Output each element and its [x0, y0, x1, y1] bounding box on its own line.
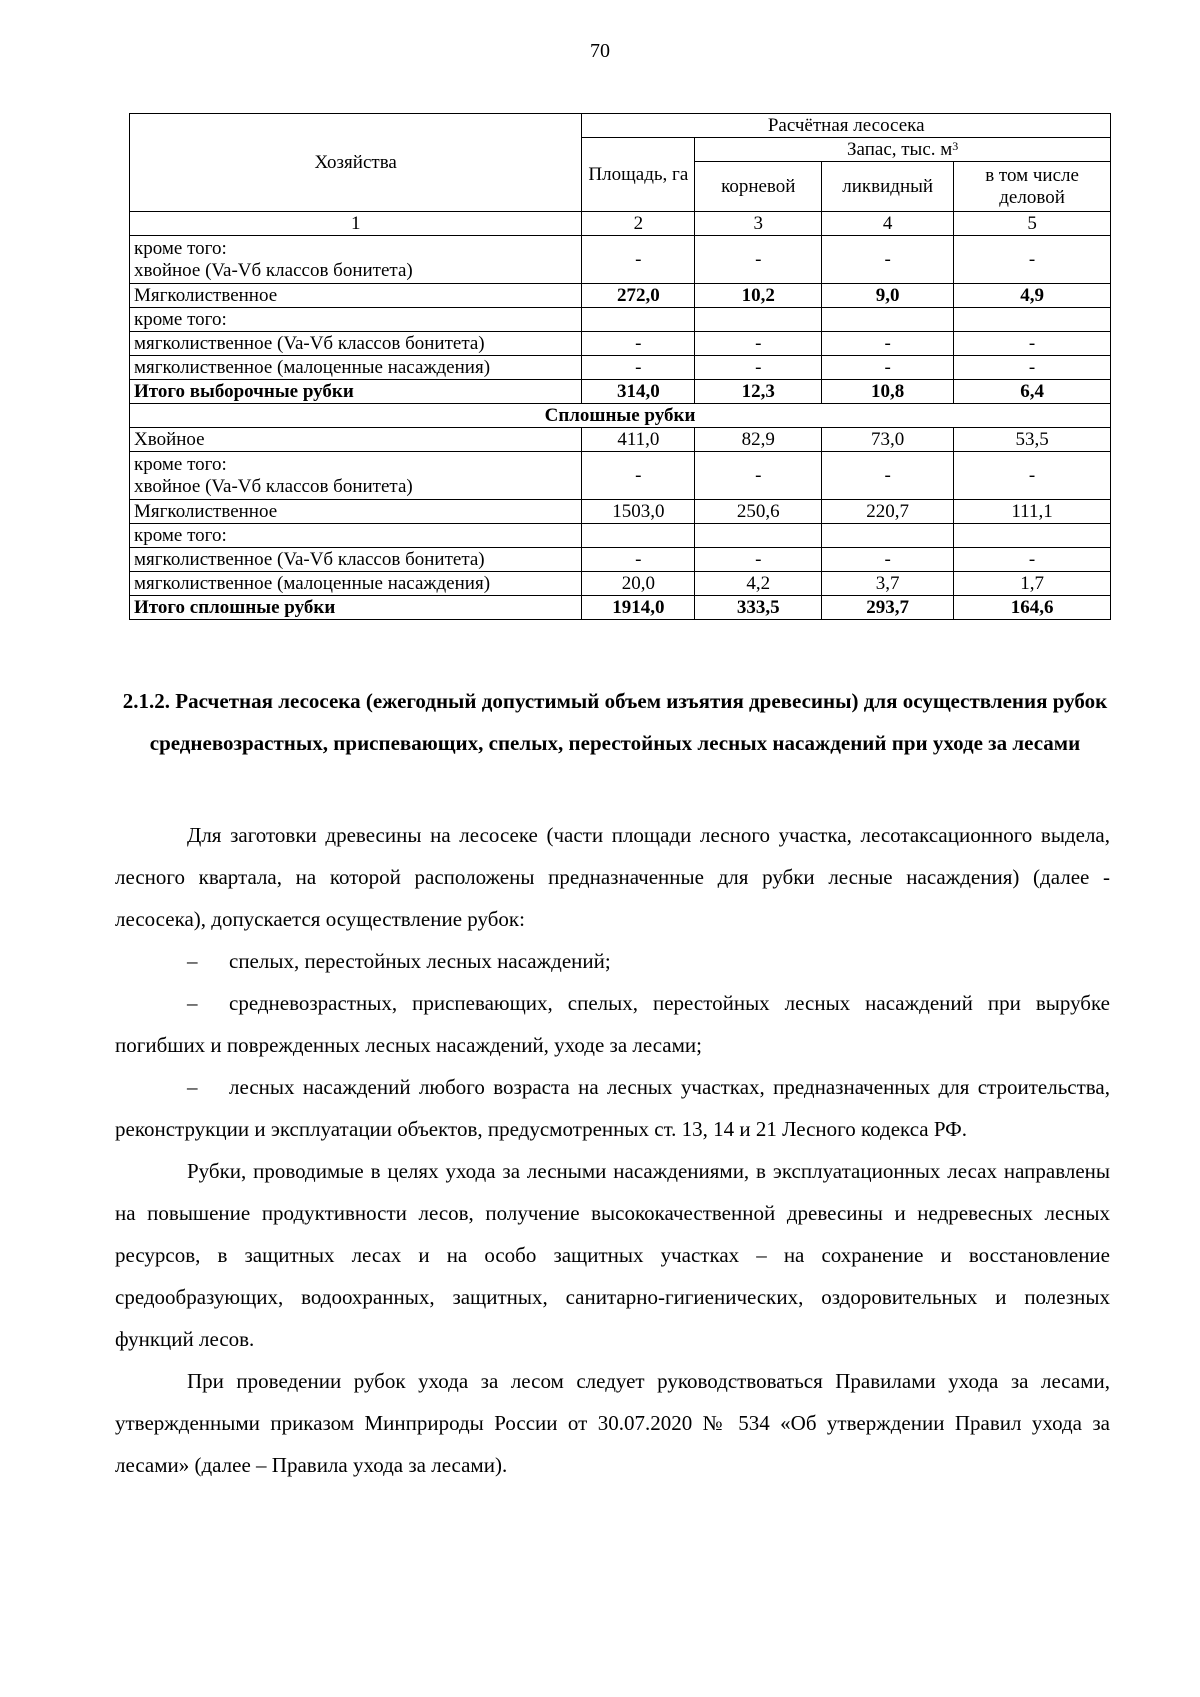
header-root: корневой [695, 162, 822, 212]
paragraph: Рубки, проводимые в целях ухода за лесными насаждениями, в эксплуатационных лесах направлены на повышение продуктивности лесов, получение высококачественной древесины и недревесных лесных ресурсов, в защитных лесах и на особо защитных участках – на сохранение и восстановление средообразующих, водоохранных, защитных, санитарно-гигиенических, оздоровительных и полезных функций лесов. [115, 1159, 1110, 1351]
cell-business: 1,7 [954, 572, 1111, 596]
table-row [130, 236, 1111, 284]
header-stock-label: Запас, тыс. м [847, 138, 953, 160]
cell-liquid [822, 524, 954, 548]
cell-business [954, 524, 1111, 548]
paragraph: Для заготовки древесины на лесосеке (части площади лесного участка, лесотаксационного выдела, лесного квартала, на которой расположены предназначенные для рубки лесные насаждения) (далее - лесосека), допускается осуществление рубок: [115, 823, 1110, 931]
row-label: кроме того: хвойное (Va-Vб классов бонитета) [130, 236, 582, 284]
table-row [130, 428, 1111, 452]
row-label: мягколиственное (малоценные насаждения) [130, 356, 582, 380]
row-label: Мягколиственное [130, 284, 582, 308]
cell-liquid: - [822, 356, 954, 380]
cell-liquid: - [822, 236, 954, 284]
cell-area: - [582, 236, 695, 284]
list-item-text: спелых, перестойных лесных насаждений; [229, 949, 611, 973]
cell-root: 10,2 [695, 284, 822, 308]
cell-area: 20,0 [582, 572, 695, 596]
cell-business: 111,1 [954, 500, 1111, 524]
cell-root [695, 524, 822, 548]
table-row [130, 500, 1111, 524]
table-row [130, 524, 1111, 548]
cell-area: 272,0 [582, 284, 695, 308]
header-farms: Хозяйства [130, 114, 582, 212]
table-row [130, 452, 1111, 500]
header-business: в том числе деловой [954, 162, 1111, 212]
row-label: кроме того: [130, 524, 582, 548]
col-number: 4 [822, 212, 954, 236]
cell-liquid: - [822, 452, 954, 500]
cell-area: 411,0 [582, 428, 695, 452]
row-label: мягколиственное (Va-Vб классов бонитета) [130, 548, 582, 572]
row-label: Итого сплошные рубки [130, 596, 582, 620]
cell-root: - [695, 236, 822, 284]
list-item [115, 940, 1110, 982]
col-number: 2 [582, 212, 695, 236]
cell-root: 82,9 [695, 428, 822, 452]
cell-liquid: 293,7 [822, 596, 954, 620]
cell-area: 1503,0 [582, 500, 695, 524]
cell-root: - [695, 332, 822, 356]
cell-business: 164,6 [954, 596, 1111, 620]
table-row [130, 380, 1111, 404]
cell-liquid: - [822, 548, 954, 572]
section-heading: 2.1.2. Расчетная лесосека (ежегодный допустимый объем изъятия древесины) для осуществления рубок средневозрастных, приспевающих, спелых, перестойных лесных насаждений при уходе за лесами [122, 689, 1108, 755]
table-row [130, 548, 1111, 572]
cell-liquid [822, 308, 954, 332]
column-numbers-row [130, 212, 1111, 236]
body-text [115, 814, 1110, 1486]
cell-area [582, 524, 695, 548]
section-row [130, 404, 1111, 428]
cell-liquid: 3,7 [822, 572, 954, 596]
cell-liquid: - [822, 332, 954, 356]
row-label: Хвойное [130, 428, 582, 452]
row-label: кроме того: хвойное (Va-Vб классов бонитета) [130, 452, 582, 500]
cell-area: 314,0 [582, 380, 695, 404]
row-label: Итого выборочные рубки [130, 380, 582, 404]
list-item-text: лесных насаждений любого возраста на лесных участках, предназначенных для строительства, реконструкции и эксплуатации объектов, предусмотренных ст. 13, 14 и 21 Лесного кодекса РФ. [115, 1075, 1110, 1141]
table-body [130, 212, 1111, 620]
cell-root: - [695, 356, 822, 380]
row-label: Мягколиственное [130, 500, 582, 524]
cell-liquid: 10,8 [822, 380, 954, 404]
cell-business: - [954, 236, 1111, 284]
paragraph: При проведении рубок ухода за лесом следует руководствоваться Правилами ухода за лесами, утвержденными приказом Минприроды России от 30.07.2020 № 534 «Об утверждении Правил ухода за лесами» (далее – Правила ухода за лесами). [115, 1369, 1110, 1477]
header-liquid: ликвидный [822, 162, 954, 212]
row-label: мягколиственное (Va-Vб классов бонитета) [130, 332, 582, 356]
header-stock-unit-sup: 3 [952, 138, 959, 153]
dash-marker: – [187, 991, 198, 1015]
table-row [130, 596, 1111, 620]
table-row [130, 356, 1111, 380]
cell-liquid: 220,7 [822, 500, 954, 524]
cell-area: 1914,0 [582, 596, 695, 620]
col-number: 5 [954, 212, 1111, 236]
forest-cutting-table [129, 113, 1111, 620]
cell-root: 333,5 [695, 596, 822, 620]
cell-area [582, 308, 695, 332]
table-row [130, 308, 1111, 332]
cell-business: 6,4 [954, 380, 1111, 404]
col-number: 3 [695, 212, 822, 236]
row-label: кроме того: [130, 308, 582, 332]
cell-business: - [954, 452, 1111, 500]
cell-liquid: 73,0 [822, 428, 954, 452]
cell-area: - [582, 548, 695, 572]
cell-root: - [695, 548, 822, 572]
cell-root: 4,2 [695, 572, 822, 596]
list-item-text: средневозрастных, приспевающих, спелых, перестойных лесных насаждений при вырубке погибших и поврежденных лесных насаждений, уходе за лесами; [115, 991, 1110, 1057]
cell-area: - [582, 356, 695, 380]
page-number: 70 [590, 40, 610, 62]
table-row [130, 332, 1111, 356]
cell-business: - [954, 332, 1111, 356]
cell-business: - [954, 356, 1111, 380]
row-label: мягколиственное (малоценные насаждения) [130, 572, 582, 596]
section-title: Сплошные рубки [130, 404, 1111, 428]
list-item [115, 1066, 1110, 1150]
cell-business [954, 308, 1111, 332]
cell-root: 12,3 [695, 380, 822, 404]
header-area: Площадь, га [582, 138, 695, 212]
list-item [115, 982, 1110, 1066]
cell-liquid: 9,0 [822, 284, 954, 308]
table-row [130, 572, 1111, 596]
cell-root: 250,6 [695, 500, 822, 524]
header-stock [695, 138, 1111, 162]
dash-marker: – [187, 949, 198, 973]
cell-area: - [582, 452, 695, 500]
col-number: 1 [130, 212, 582, 236]
dash-marker: – [187, 1075, 198, 1099]
cell-business: 4,9 [954, 284, 1111, 308]
cell-root: - [695, 452, 822, 500]
table-row [130, 284, 1111, 308]
header-calc-cutting-area: Расчётная лесосека [582, 114, 1111, 138]
cell-area: - [582, 332, 695, 356]
cell-business: - [954, 548, 1111, 572]
cell-root [695, 308, 822, 332]
cell-business: 53,5 [954, 428, 1111, 452]
